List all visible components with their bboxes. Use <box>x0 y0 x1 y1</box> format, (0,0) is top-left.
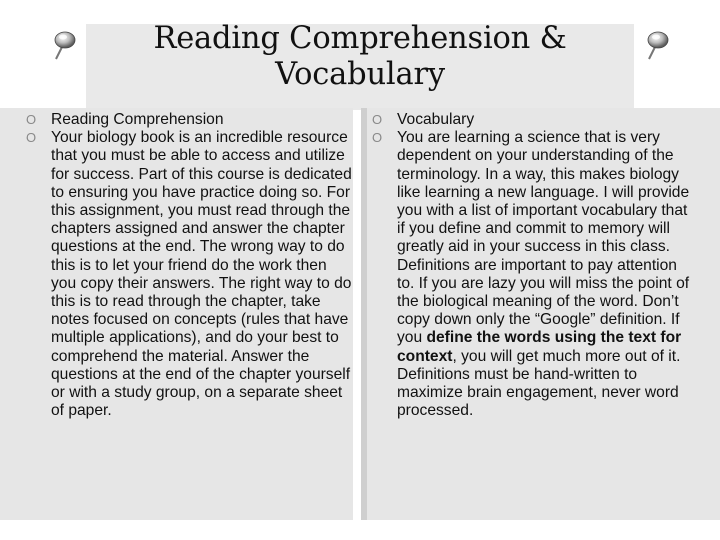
bullet-marker: O <box>372 112 383 127</box>
title-line-2: Vocabulary <box>275 57 445 92</box>
list-item <box>24 111 354 129</box>
list-item <box>370 111 692 129</box>
bullet-marker: O <box>372 130 383 146</box>
right-heading: Vocabulary <box>397 111 475 128</box>
pushpin-icon <box>50 28 78 64</box>
list-item <box>24 129 354 420</box>
right-body-part-1: You are learning a science that is very dependent on your understanding of the terminology. In a way, this makes biology like learning a new language. I will provide you with a list of important vocabulary that if you define and commit to memory will greatly aid in your success in this class. Definitions are important to pay attention to. If you are lazy you will miss the point of the biological meaning of the word. Don’t copy down only the “Google” definition. If you <box>397 129 690 347</box>
left-heading: Reading Comprehension <box>51 111 224 128</box>
bullet-marker: O <box>26 112 37 127</box>
left-column <box>24 111 354 420</box>
bullet-marker: O <box>26 130 37 146</box>
title-line-1: Reading Comprehension & <box>153 21 567 56</box>
right-column <box>370 111 692 420</box>
right-body-part-2: , you will get much more out of it. Definitions must be hand-written to maximize brain engagement, never word processed. <box>397 347 681 420</box>
left-body: Your biology book is an incredible resource that you must be able to access and utilize for success. Part of this course is dedicated to ensuring you have practice doing so. For this assignment, you must read through the chapters assigned and answer the chapter questions at the end. The wrong way to do this is to let your friend do the work then you copy their answers. The right way to do this is to read through the chapter, take notes focused on concepts (rules that have multiple applications), and do your best to comprehend the material. Answer the questions at the end of the chapter yourself or with a study group, on a separate sheet of paper. <box>51 129 352 420</box>
right-body-emphasis: define the words using the text for context <box>397 329 682 365</box>
slide-title <box>86 21 634 93</box>
pushpin-icon <box>643 28 671 64</box>
list-item <box>370 129 692 420</box>
left-bullet-list <box>24 111 354 420</box>
right-bullet-list <box>370 111 692 420</box>
